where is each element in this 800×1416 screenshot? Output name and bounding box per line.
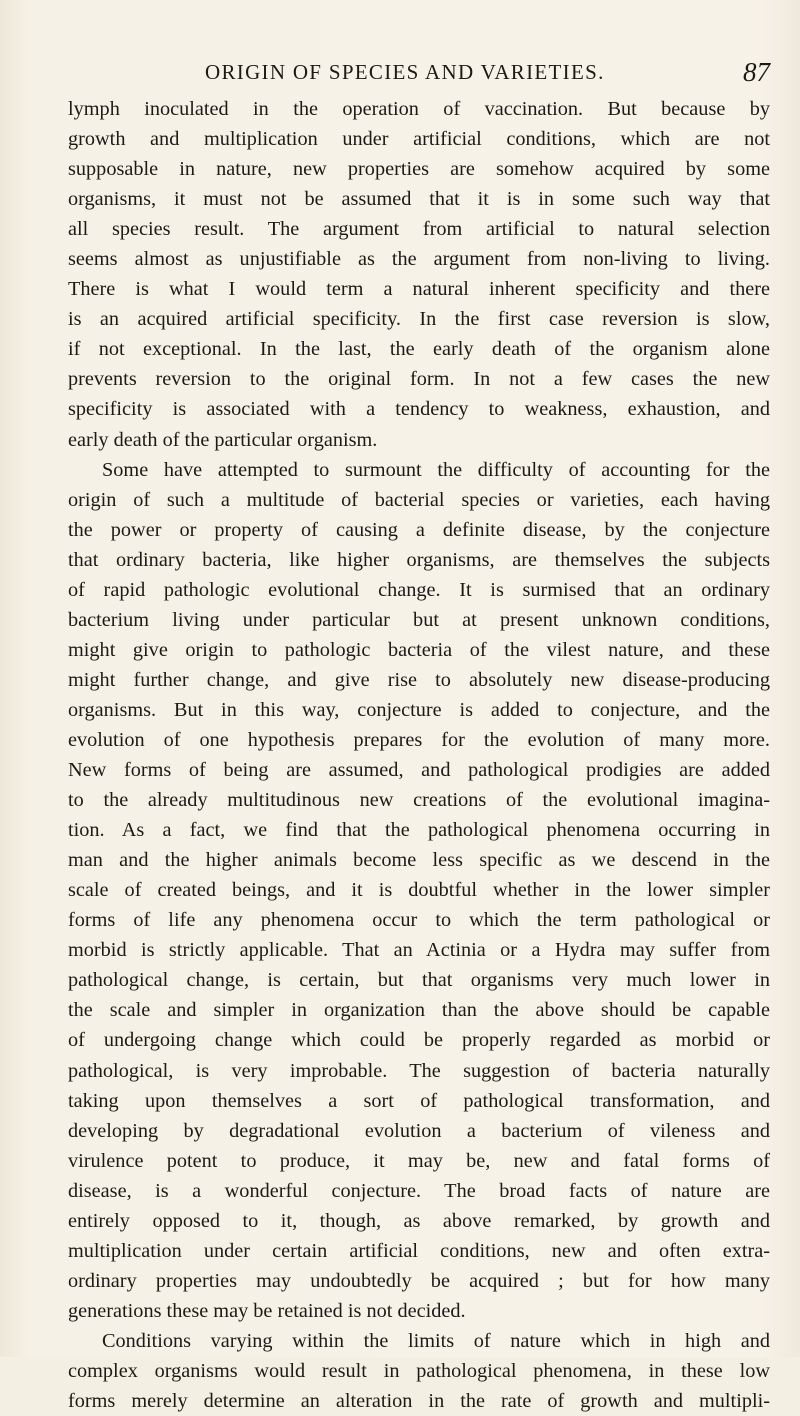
- text-line: the power or property of causing a definite disease, by the conjecture: [68, 518, 770, 541]
- text-line: There is what I would term a natural inherent specificity and there: [68, 278, 770, 301]
- text-line: pathological, is very improbable. The suggestion of bacteria naturally: [68, 1059, 770, 1082]
- running-title: ORIGIN OF SPECIES AND VARIETIES.: [205, 60, 605, 84]
- text-line: ordinary properties may undoubtedly be acquired ; but for how many: [68, 1269, 770, 1292]
- text-line: morbid is strictly applicable. That an Actinia or a Hydra may suffer from: [68, 939, 770, 962]
- text-line: of undergoing change which could be properly regarded as morbid or: [68, 1029, 770, 1052]
- paragraph: [68, 1326, 770, 1416]
- text-line: developing by degradational evolution a bacterium of vileness and: [68, 1119, 770, 1142]
- text-line: seems almost as unjustifiable as the argument from non-living to living.: [68, 248, 770, 271]
- body-text: [68, 94, 770, 1416]
- text-line: prevents reversion to the original form. In not a few cases the new: [68, 368, 770, 391]
- text-line: is an acquired artificial specificity. In the first case reversion is slow,: [68, 308, 770, 331]
- text-line: forms of life any phenomena occur to which the term pathological or: [68, 909, 770, 932]
- text-line: scale of created beings, and it is doubtful whether in the lower simpler: [68, 879, 770, 902]
- page-header: [68, 54, 770, 90]
- text-line: origin of such a multitude of bacterial species or varieties, each having: [68, 488, 770, 511]
- text-line: complex organisms would result in pathological phenomena, in these low: [68, 1359, 770, 1382]
- text-line: bacterium living under particular but at present unknown conditions,: [68, 608, 770, 631]
- text-line: evolution of one hypothesis prepares for the evolution of many more.: [68, 728, 770, 751]
- text-line: tion. As a fact, we find that the pathological phenomena occurring in: [68, 819, 770, 842]
- text-line: organisms, it must not be assumed that it is in some such way that: [68, 188, 770, 211]
- text-line: that ordinary bacteria, like higher organisms, are themselves the subjects: [68, 548, 770, 571]
- text-line: Some have attempted to surmount the difficulty of accounting for the: [102, 458, 770, 481]
- text-line: New forms of being are assumed, and pathological prodigies are added: [68, 759, 770, 782]
- text-line: generations these may be retained is not decided.: [68, 1299, 466, 1322]
- text-line: organisms. But in this way, conjecture is added to conjecture, and the: [68, 698, 770, 721]
- text-line: virulence potent to produce, it may be, new and fatal forms of: [68, 1149, 770, 1172]
- text-line: specificity is associated with a tendency to weakness, exhaustion, and: [68, 398, 770, 421]
- text-line: all species result. The argument from artificial to natural selection: [68, 218, 770, 241]
- text-line: pathological change, is certain, but that organisms very much lower in: [68, 969, 770, 992]
- text-line: growth and multiplication under artificial conditions, which are not: [68, 128, 770, 151]
- text-line: to the already multitudinous new creations of the evolutional imagina-: [68, 789, 770, 812]
- text-line: might give origin to pathologic bacteria of the vilest nature, and these: [68, 638, 770, 661]
- text-line: early death of the particular organism.: [68, 428, 378, 451]
- text-line: Conditions varying within the limits of nature which in high and: [102, 1329, 770, 1352]
- text-line: if not exceptional. In the last, the early death of the organism alone: [68, 338, 770, 361]
- paragraph: [68, 94, 770, 455]
- text-line: multiplication under certain artificial conditions, new and often extra-: [68, 1239, 770, 1262]
- page-number: 87: [743, 57, 770, 87]
- text-line: man and the higher animals become less specific as we descend in the: [68, 849, 770, 872]
- text-line: of rapid pathologic evolutional change. It is surmised that an ordinary: [68, 578, 770, 601]
- text-line: entirely opposed to it, though, as above remarked, by growth and: [68, 1209, 770, 1232]
- text-line: supposable in nature, new properties are somehow acquired by some: [68, 158, 770, 181]
- paragraph: [68, 455, 770, 1326]
- text-line: lymph inoculated in the operation of vaccination. But because by: [68, 98, 770, 120]
- text-line: forms merely determine an alteration in the rate of growth and multipli-: [68, 1390, 770, 1413]
- text-line: taking upon themselves a sort of pathological transformation, and: [68, 1089, 770, 1112]
- text-line: might further change, and give rise to absolutely new disease-producing: [68, 668, 770, 691]
- text-line: disease, is a wonderful conjecture. The broad facts of nature are: [68, 1179, 770, 1202]
- text-line: the scale and simpler in organization than the above should be capable: [68, 999, 770, 1022]
